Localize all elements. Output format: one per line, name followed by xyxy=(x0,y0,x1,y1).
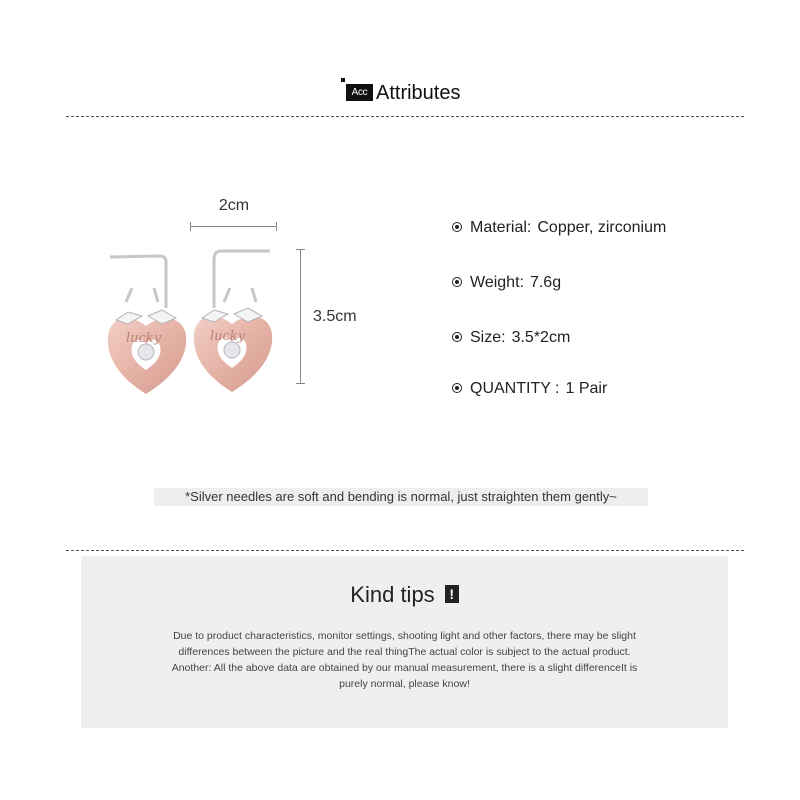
width-dimension-label: 2cm xyxy=(218,197,250,214)
tips-line: purely normal, please know! xyxy=(339,678,470,690)
attr-value: Copper, zirconium xyxy=(537,219,667,236)
bullet-icon xyxy=(452,383,462,393)
bullet-icon xyxy=(452,277,462,287)
width-dimension-line xyxy=(190,226,277,227)
top-divider xyxy=(66,116,744,117)
kind-tips-body xyxy=(111,628,698,692)
silver-needle-note: *Silver needles are soft and bending is normal, just straighten them gently~ xyxy=(154,488,648,506)
kind-tips-heading xyxy=(81,582,728,608)
attr-label: Size: xyxy=(470,329,506,346)
tips-line: Another: All the above data are obtained by our manual measurement, there is a slight differenceIt is xyxy=(171,662,638,674)
exclamation-icon: ! xyxy=(445,585,459,603)
kind-tips-panel xyxy=(81,556,728,728)
left-earring xyxy=(108,256,186,394)
svg-text:lucky: lucky xyxy=(126,331,162,346)
attr-value: 1 Pair xyxy=(565,380,608,397)
attr-value: 3.5*2cm xyxy=(511,329,571,346)
tips-line: Due to product characteristics, monitor settings, shooting light and other factors, there may be slight xyxy=(173,630,636,642)
header-badge: Acc xyxy=(346,84,373,101)
bullet-icon xyxy=(452,222,462,232)
tips-line: differences between the picture and the real thingThe actual color is subject to the actual product. xyxy=(178,646,631,658)
height-dimension-line xyxy=(300,249,301,384)
right-earring xyxy=(194,251,272,392)
attr-label: QUANTITY : xyxy=(470,380,560,397)
attr-material xyxy=(452,219,666,243)
header-title: Attributes xyxy=(376,82,461,104)
earrings-image xyxy=(100,190,380,410)
header-dot xyxy=(341,78,345,82)
attributes-header xyxy=(0,78,800,108)
attr-value: 7.6g xyxy=(529,274,562,291)
attr-size xyxy=(452,329,570,353)
attr-weight xyxy=(452,274,561,298)
attr-label: Material: xyxy=(470,219,532,236)
attr-label: Weight: xyxy=(470,274,524,291)
bottom-divider xyxy=(66,550,744,551)
height-dimension-label: 3.5cm xyxy=(313,308,357,325)
svg-text:lucky: lucky xyxy=(210,329,246,344)
attr-quantity xyxy=(452,380,607,404)
bullet-icon xyxy=(452,332,462,342)
kind-tips-title: Kind tips xyxy=(350,582,435,607)
